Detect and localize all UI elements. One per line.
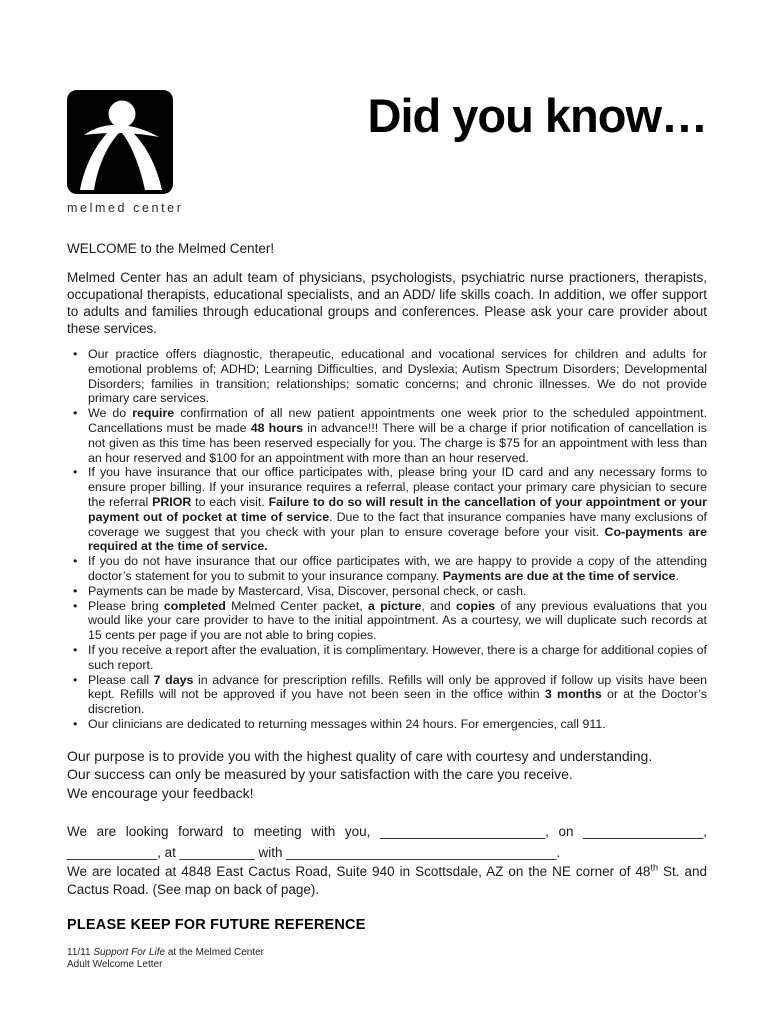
bullet-item: • If you have insurance that our office participates with, please bring your ID card and any necessary forms to ensure proper billing. If your insurance requires a referral, please contact your primary care physician to secure the referral PRIOR to each visit. Failure to do so will result in the cancellation of your appointment or your payment out of pocket at time of service. Due to the fact that insurance companies have many exclusions of coverage we suggest that you check with your plan to ensure coverage before your visit. Co-payments are required at the time of service. bbox=[67, 465, 707, 554]
page-title: Did you know… bbox=[367, 89, 707, 142]
bullet-item: • Our practice offers diagnostic, therapeutic, educational and vocational services for children and adults for emotional problems of; ADHD; Learning Difficulties, and Dyslexia; Autism Spectrum Disorders; Developmental Disorders; families in transition; relationships; somatic concerns; and chronic illnesses. We do not provide primary care services. bbox=[67, 347, 707, 406]
letter-header bbox=[67, 90, 707, 215]
welcome-line: WELCOME to the Melmed Center! bbox=[67, 241, 275, 256]
bullet-item: • Please bring completed Melmed Center packet, a picture, and copies of any previous evaluations that you would like your care provider to have to the initial appointment. As a courtesy, we will duplicate such records at 15 cents per page if you are not able to bring copies. bbox=[67, 599, 707, 643]
bullet-item: • If you receive a report after the evaluation, it is complimentary. However, there is a charge for additional copies of such report. bbox=[67, 643, 707, 673]
footer-line-2: Adult Welcome Letter bbox=[67, 958, 163, 970]
letter-footer bbox=[67, 947, 707, 970]
keep-notice: PLEASE KEEP FOR FUTURE REFERENCE bbox=[67, 917, 366, 934]
location-paragraph: We are located at 4848 East Cactus Road, Suite 940 in Scottsdale, AZ on the NE corner of 48th St. and Cactus Road. (See map on back of page). bbox=[67, 862, 707, 897]
purpose-line-3: We encourage your feedback! bbox=[67, 784, 254, 801]
purpose-line-1: Our purpose is to provide you with the highest quality of care with courtesy and understanding. bbox=[67, 747, 653, 764]
purpose-line-2: Our success can only be measured by your satisfaction with the care you receive. bbox=[67, 766, 573, 783]
info-bullet-list bbox=[67, 347, 707, 732]
brand-name: melmed center bbox=[67, 201, 184, 215]
purpose-paragraph bbox=[67, 747, 707, 803]
bullet-item: • Payments can be made by Mastercard, Visa, Discover, personal check, or cash. bbox=[67, 584, 707, 599]
melmed-logo-icon bbox=[67, 90, 173, 194]
logo-block bbox=[67, 90, 182, 215]
footer-line-1: 11/11 Support For Life at the Melmed Center bbox=[67, 947, 264, 959]
bullet-item: • Please call 7 days in advance for prescription refills. Refills will only be approved if follow up visits have been kept. Refills will not be approved if you have not been seen in the office within 3 months or at the Doctor’s discretion. bbox=[67, 673, 707, 717]
meeting-fill-in-paragraph: We are looking forward to meeting with you, ______________________, on ________________, ____________, at __________ with ____________________________________. bbox=[67, 824, 707, 861]
bullet-item: • Our clinicians are dedicated to returning messages within 24 hours. For emergencies, call 911. bbox=[67, 717, 707, 732]
intro-paragraph: Melmed Center has an adult team of physicians, psychologists, psychiatric nurse practioners, therapists, occupational therapists, educational specialists, and an ADD/ life skills coach. In addition, we offer support to adults and families through educational groups and conferences. Please ask your care provider about these services. bbox=[67, 270, 707, 336]
bullet-item: • We do require confirmation of all new patient appointments one week prior to the scheduled appointment. Cancellations must be made 48 hours in advance!!! There will be a charge if prior notification of cancellation is not given as this time has been reserved especially for you. The charge is $75 for an appointment with less than an hour reserved and $100 for an appointment with more than an hour reserved. bbox=[67, 406, 707, 465]
bullet-item: • If you do not have insurance that our office participates with, we are happy to provide a copy of the attending doctor’s statement for you to submit to your insurance company. Payments are due at the time of service. bbox=[67, 554, 707, 584]
